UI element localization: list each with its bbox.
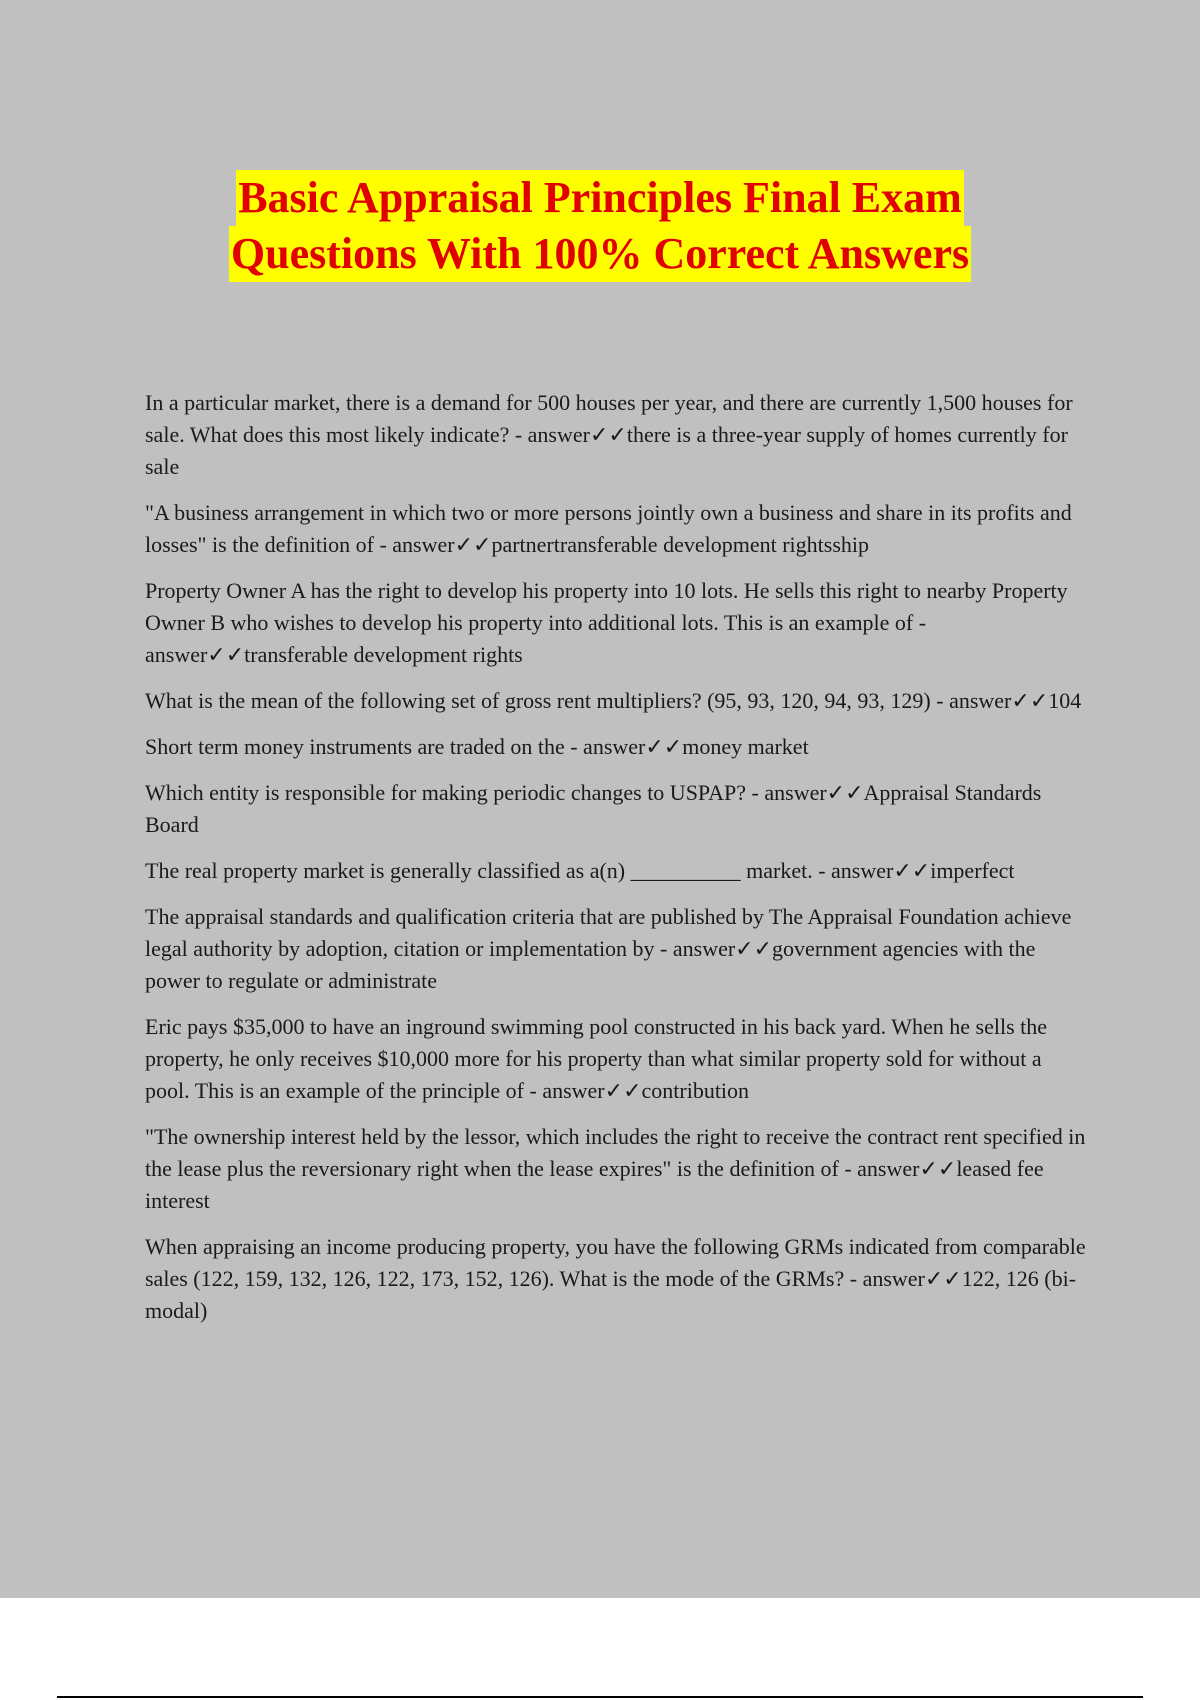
qa-item-8: The appraisal standards and qualification criteria that are published by The Appraisal Foundation achieve legal authority by adoption, citation or implementation by - answer✓✓government agencies with the power to regulate or administrate (145, 904, 1072, 993)
qa-item-10: "The ownership interest held by the lessor, which includes the right to receive the contract rent specified in the lease plus the reversionary right when the lease expires" is the definition of - answer✓✓leased fee interest (145, 1124, 1086, 1213)
title-line-1: Basic Appraisal Principles Final Exam (236, 170, 964, 226)
qa-item-3: Property Owner A has the right to develop his property into 10 lots. He sells this right to nearby Property Owner B who wishes to develop his property into additional lots. This is an example of - answer✓✓transferable development rights (145, 578, 1068, 667)
qa-item-1: In a particular market, there is a demand for 500 houses per year, and there are currently 1,500 houses for sale. What does this most likely indicate? - answer✓✓there is a three-year supply of homes currently for sale (145, 390, 1073, 479)
title-line-2: Questions With 100% Correct Answers (229, 226, 971, 282)
qa-item-6: Which entity is responsible for making periodic changes to USPAP? - answer✓✓Appraisal Standards Board (145, 780, 1042, 837)
qa-item-11: When appraising an income producing property, you have the following GRMs indicated from comparable sales (122, 159, 132, 126, 122, 173, 152, 126). What is the mode of the GRMs? - answer✓✓122, 126 (bi-modal) (145, 1234, 1086, 1323)
qa-item-4: What is the mean of the following set of gross rent multipliers? (95, 93, 120, 94, 93, 129) - answer✓✓104 (145, 688, 1082, 713)
qa-item-9: Eric pays $35,000 to have an inground swimming pool constructed in his back yard. When he sells the property, he only receives $10,000 more for his property than what similar property sold for without a pool. This is an example of the principle of - answer✓✓contribution (145, 1014, 1048, 1103)
qa-item-5: Short term money instruments are traded on the - answer✓✓money market (145, 734, 809, 759)
document-title (0, 170, 1200, 282)
question-answer-list (145, 387, 1090, 1341)
footer-divider (57, 1696, 1143, 1698)
qa-item-2: "A business arrangement in which two or more persons jointly own a business and share in its profits and losses" is the definition of - answer✓✓partnertransferable development rightsship (145, 500, 1072, 557)
qa-item-7: The real property market is generally classified as a(n) __________ market. - answer✓✓imperfect (145, 858, 1015, 883)
